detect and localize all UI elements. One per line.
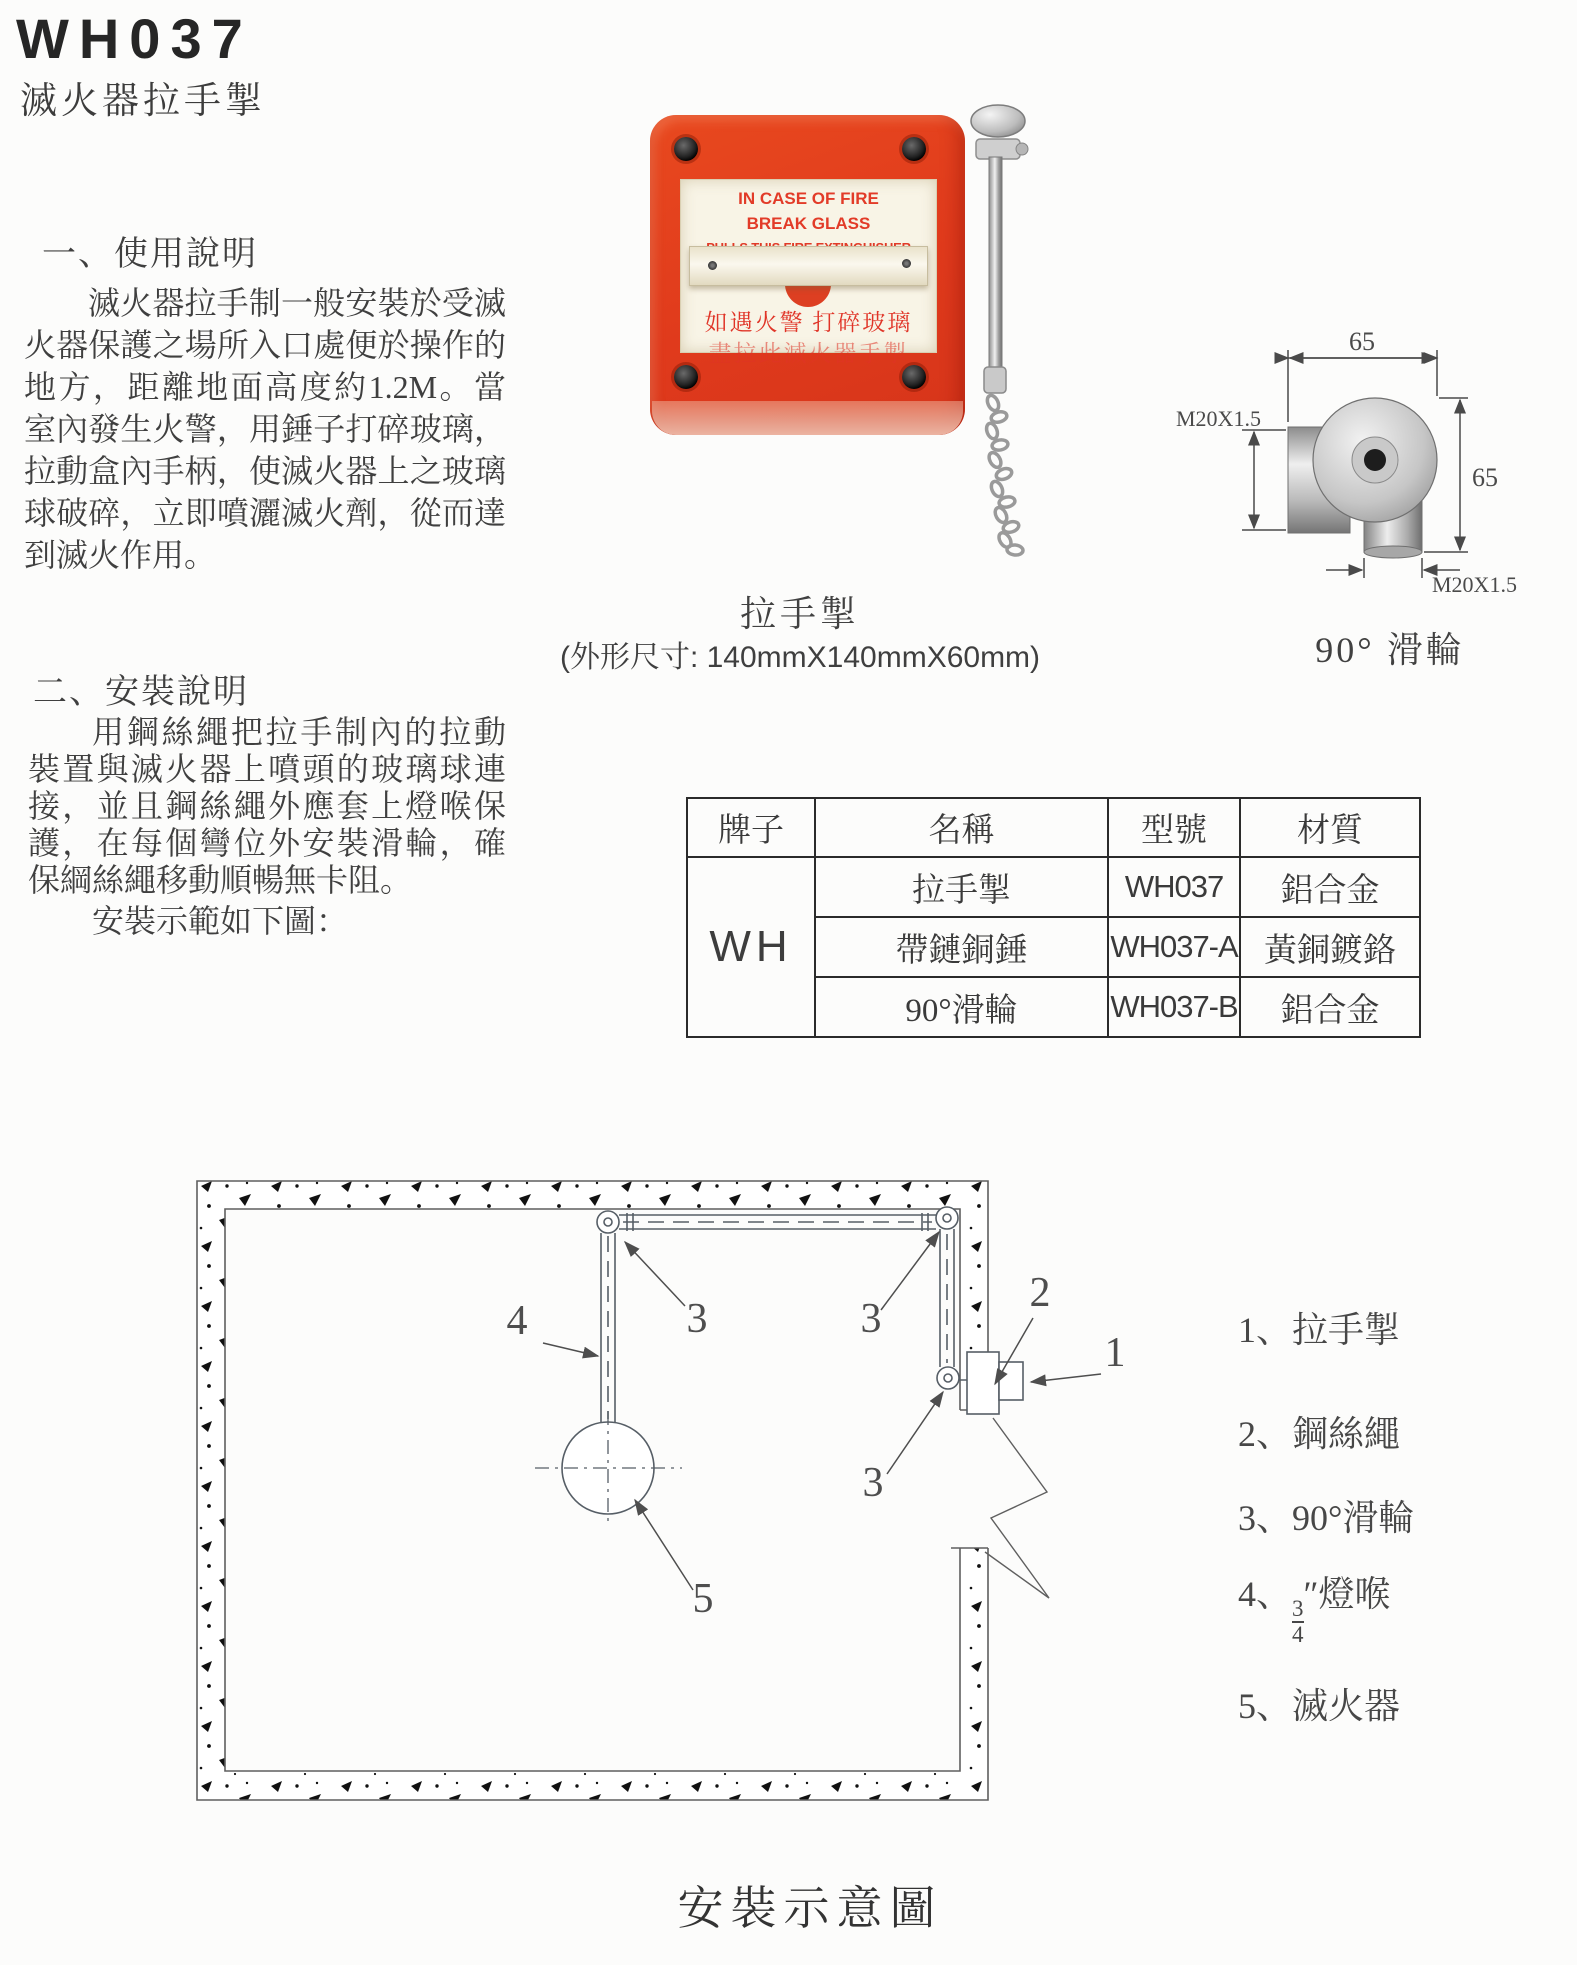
- legend-num: 3、: [1238, 1498, 1293, 1538]
- thread-bottom-label: M20X1.5: [1432, 572, 1517, 597]
- name-cell: 帶鏈銅錘: [815, 917, 1108, 977]
- pull-handle-photo: [650, 115, 965, 435]
- warning-label: [680, 179, 937, 366]
- photo-dimensions: (外形尺寸: 140mmX140mmX60mm): [559, 641, 1041, 674]
- material-cell: 鋁合金: [1240, 977, 1420, 1037]
- callout-5: 5: [692, 1576, 714, 1622]
- legend-num: 1、: [1238, 1310, 1293, 1350]
- diagram-title: 安裝示意圖: [677, 1883, 943, 1934]
- legend-text: 鋼絲繩: [1292, 1414, 1401, 1454]
- legend-text: 90°滑輪: [1292, 1498, 1415, 1538]
- callout-3a: 3: [686, 1296, 708, 1342]
- wall-break-symbol: [985, 1418, 1049, 1598]
- page-subtitle: 滅火器拉手掣: [20, 81, 266, 122]
- page-title: WH037: [16, 7, 253, 70]
- rod-ferrule: [984, 367, 1006, 393]
- label-line-2: BREAK GLASS: [746, 214, 871, 233]
- model-cell: WH037-A: [1108, 917, 1240, 977]
- callout-3c: 3: [862, 1460, 884, 1506]
- fraction-denominator: 4: [1292, 1622, 1304, 1648]
- legend-item-1: [1238, 1302, 1400, 1353]
- table-header-row: [687, 798, 1420, 857]
- fraction-numerator: 3: [1292, 1596, 1304, 1621]
- glass-bar: [689, 246, 928, 286]
- legend-text: 滅火器: [1292, 1686, 1401, 1726]
- model-cell: WH037-B: [1108, 977, 1240, 1037]
- usage-heading: 一、使用說明: [42, 236, 258, 273]
- screw-bottom-right: [902, 365, 926, 389]
- legend-item-5: [1238, 1678, 1400, 1729]
- label-cn-line-2: 盡拉此滅火器手掣: [708, 341, 909, 366]
- model-cell: WH037: [1108, 857, 1240, 917]
- header-name: 名稱: [815, 798, 1108, 857]
- photo-base-strip: [652, 401, 963, 435]
- legend-num: 4、: [1238, 1574, 1293, 1614]
- name-cell: 拉手掣: [815, 857, 1108, 917]
- photo-caption: 拉手掣: [739, 594, 860, 634]
- legend-num: 2、: [1238, 1414, 1293, 1454]
- chain: [985, 394, 1024, 556]
- install-note: 安裝示範如下圖：: [92, 903, 349, 939]
- spec-table: [686, 797, 1421, 1038]
- callout-arrows: [543, 1232, 1101, 1590]
- name-cell: 90°滑輪: [815, 977, 1108, 1037]
- pulley-caption: 90° 滑輪: [1315, 630, 1465, 670]
- corner-pulleys: [597, 1207, 959, 1389]
- hammer-head: [971, 105, 1025, 137]
- installation-diagram: [195, 1178, 1205, 1826]
- material-cell: 黃銅鍍鉻: [1240, 917, 1420, 977]
- legend-fraction: [1292, 1597, 1304, 1647]
- legend-item-2: [1238, 1406, 1400, 1457]
- screw-bottom-left: [674, 365, 698, 389]
- callout-1: 1: [1104, 1330, 1126, 1376]
- conduit: [601, 1213, 954, 1422]
- label-line-1: IN CASE OF FIRE: [738, 189, 879, 208]
- table-row: [687, 857, 1420, 917]
- chained-hammer: [958, 93, 1042, 569]
- pulley-axle: [1364, 449, 1386, 471]
- pulley-drawing: [1150, 330, 1570, 630]
- usage-paragraph: 滅火器拉手制一般安裝於受滅火器保護之場所入口處便於操作的地方，距離地面高度約1.2M。當室內發生火警，用錘子打碎玻璃，拉動盒內手柄，使滅火器上之玻璃球破碎，立即噴灑滅火劑，從而達到滅火作用。: [24, 285, 506, 573]
- dim-left-thread: [1242, 430, 1286, 530]
- hammer-rod: [989, 157, 1002, 369]
- install-heading: 二、安裝說明: [33, 674, 249, 711]
- callout-2: 2: [1029, 1270, 1051, 1316]
- legend-num: 5、: [1238, 1686, 1293, 1726]
- header-brand: 牌子: [687, 798, 815, 857]
- dim-top-value: 65: [1349, 330, 1375, 356]
- hammer-bracket: [976, 139, 1020, 159]
- screw-top-left: [674, 137, 698, 161]
- thread-left-label: M20X1.5: [1176, 406, 1261, 431]
- label-cn-line-1: 如遇火警 打碎玻璃: [704, 310, 913, 335]
- legend-item-4: [1238, 1566, 1391, 1647]
- install-paragraph: 用鋼絲繩把拉手制內的拉動裝置與滅火器上噴頭的玻璃球連接，並且鋼絲繩外應套上燈喉保護，在每個彎位外安裝滑輪，確保綱絲繩移動順暢無卡阻。: [28, 714, 506, 898]
- bar-screw-right: [902, 259, 911, 268]
- header-model: 型號: [1108, 798, 1240, 857]
- legend-item-3: [1238, 1490, 1414, 1541]
- bar-screw-left: [708, 261, 717, 270]
- legend-text: ″燈喉: [1303, 1574, 1391, 1614]
- header-material: 材質: [1240, 798, 1420, 857]
- material-cell: 鋁合金: [1240, 857, 1420, 917]
- callout-4: 4: [506, 1298, 528, 1344]
- dim-right-value: 65: [1472, 463, 1498, 492]
- legend-text: 拉手掣: [1292, 1310, 1401, 1350]
- screw-top-right: [902, 137, 926, 161]
- brand-cell: WH: [687, 857, 815, 1037]
- callout-3b: 3: [860, 1296, 882, 1342]
